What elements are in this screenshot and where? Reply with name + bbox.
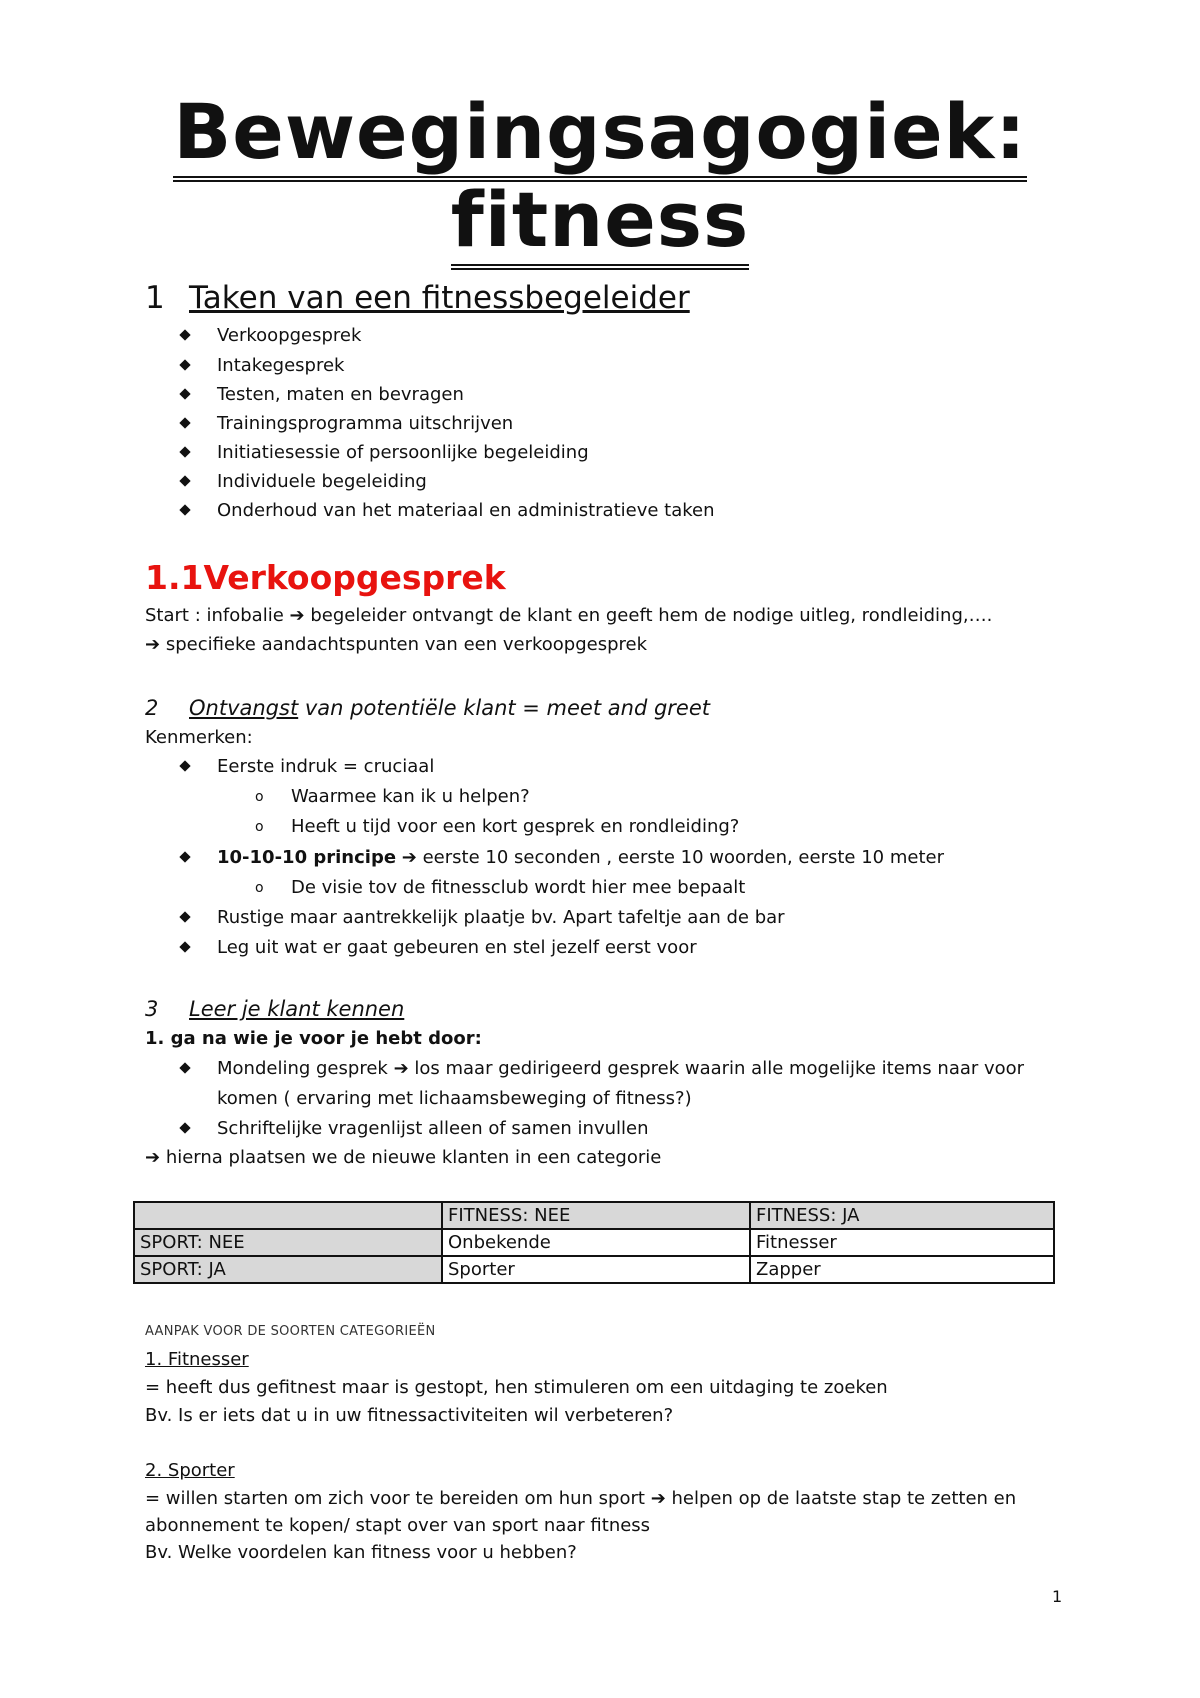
section-1-1-heading: 1.1Verkoopgesprek: [145, 558, 506, 597]
fitnesser-line-2: Bv. Is er iets dat u in uw fitnessactiviteiten wil verbeteren?: [145, 1405, 674, 1426]
table-cell: [134, 1202, 442, 1229]
list-item-continuation: komen ( ervaring met lichaamsbeweging of fitness?): [217, 1088, 692, 1109]
sporter-title: 2. Sporter: [145, 1460, 235, 1481]
table-cell: Sporter: [442, 1256, 750, 1283]
table-row: [134, 1229, 1054, 1256]
arrow-right-icon: ➔: [401, 847, 417, 868]
diamond-bullet-icon: [179, 941, 190, 952]
list-item: Testen, maten en bevragen: [217, 382, 464, 408]
table-cell: FITNESS: JA: [750, 1202, 1054, 1229]
diamond-bullet-icon: [179, 760, 190, 771]
list-item: Initiatiesessie of persoonlijke begeleiding: [217, 440, 589, 466]
list-item: Trainingsprogramma uitschrijven: [217, 411, 513, 437]
section-3-heading: 3 Leer je klant kennen: [145, 997, 405, 1021]
fitnesser-title: 1. Fitnesser: [145, 1349, 249, 1370]
diamond-bullet-icon: [179, 504, 190, 515]
table-cell: Fitnesser: [750, 1229, 1054, 1256]
table-cell: FITNESS: NEE: [442, 1202, 750, 1229]
arrow-right-icon: ➔: [650, 1488, 666, 1509]
diamond-bullet-icon: [179, 446, 190, 457]
diamond-bullet-icon: [179, 417, 190, 428]
table-cell: Zapper: [750, 1256, 1054, 1283]
list-item: Eerste indruk = cruciaal: [217, 754, 434, 780]
table-row: [134, 1202, 1054, 1229]
sub-list-item: o Heeft u tijd voor een kort gesprek en rondleiding?: [291, 814, 739, 840]
section-3-subheading: 1. ga na wie je voor je hebt door:: [145, 1028, 482, 1049]
list-item: Mondeling gesprek ➔ los maar gedirigeerd gesprek waarin alle mogelijke items naar voor: [217, 1056, 1024, 1082]
arrow-line: ➔ specifieke aandachtspunten van een verkoopgesprek: [145, 634, 648, 655]
fitnesser-line-1: = heeft dus gefitnest maar is gestopt, hen stimuleren om een uitdaging te zoeken: [145, 1377, 888, 1398]
table-row: [134, 1256, 1054, 1283]
diamond-bullet-icon: [179, 359, 190, 370]
document-title-line-2: fitness: [0, 176, 1200, 264]
arrow-right-icon: ➔: [289, 605, 305, 626]
circle-bullet-icon: o: [255, 880, 264, 896]
arrow-right-icon: ➔: [145, 634, 161, 655]
sporter-line-2: abonnement te kopen/ stapt over van sport naar fitness: [145, 1515, 651, 1536]
sporter-line-1: = willen starten om zich voor te bereiden om hun sport ➔ helpen op de laatste stap te zetten en: [145, 1488, 1017, 1509]
diamond-bullet-icon: [179, 851, 190, 862]
table-cell: Onbekende: [442, 1229, 750, 1256]
sub-list-item: o Waarmee kan ik u helpen?: [291, 784, 530, 810]
conclusion-line: ➔ hierna plaatsen we de nieuwe klanten in een categorie: [145, 1147, 662, 1168]
diamond-bullet-icon: [179, 329, 190, 340]
start-line: Start : infobalie ➔ begeleider ontvangt de klant en geeft hem de nodige uitleg, rondleiding,….: [145, 605, 993, 626]
table-cell: SPORT: NEE: [134, 1229, 442, 1256]
section-1-heading: 1 Taken van een fitnessbegeleider: [145, 280, 690, 316]
aanpak-caption: AANPAK VOOR DE SOORTEN CATEGORIEËN: [145, 1324, 436, 1339]
kenmerken-label: Kenmerken:: [145, 727, 253, 748]
arrow-right-icon: ➔: [393, 1058, 409, 1079]
section-2-heading: 2 Ontvangst van potentiële klant = meet and greet: [145, 696, 710, 720]
diamond-bullet-icon: [179, 388, 190, 399]
sporter-line-3: Bv. Welke voordelen kan fitness voor u hebben?: [145, 1542, 577, 1563]
diamond-bullet-icon: [179, 475, 190, 486]
list-item: Schriftelijke vragenlijst alleen of samen invullen: [217, 1116, 649, 1142]
circle-bullet-icon: o: [255, 789, 264, 805]
arrow-right-icon: ➔: [145, 1147, 161, 1168]
list-item: 10-10-10 principe ➔ eerste 10 seconden , eerste 10 woorden, eerste 10 meter: [217, 845, 944, 871]
list-item: Intakegesprek: [217, 353, 344, 379]
list-item: Individuele begeleiding: [217, 469, 427, 495]
diamond-bullet-icon: [179, 1062, 190, 1073]
list-item: Onderhoud van het materiaal en administratieve taken: [217, 498, 715, 524]
circle-bullet-icon: o: [255, 819, 264, 835]
list-item: Rustige maar aantrekkelijk plaatje bv. Apart tafeltje aan de bar: [217, 905, 785, 931]
page-number: 1: [1052, 1587, 1063, 1606]
document-title: Bewegingsagogiek:: [0, 88, 1200, 176]
diamond-bullet-icon: [179, 911, 190, 922]
category-table: [133, 1201, 1055, 1284]
diamond-bullet-icon: [179, 1122, 190, 1133]
table-cell: SPORT: JA: [134, 1256, 442, 1283]
list-item: Verkoopgesprek: [217, 323, 361, 349]
sub-list-item: o De visie tov de fitnessclub wordt hier mee bepaalt: [291, 875, 745, 901]
list-item: Leg uit wat er gaat gebeuren en stel jezelf eerst voor: [217, 935, 697, 961]
